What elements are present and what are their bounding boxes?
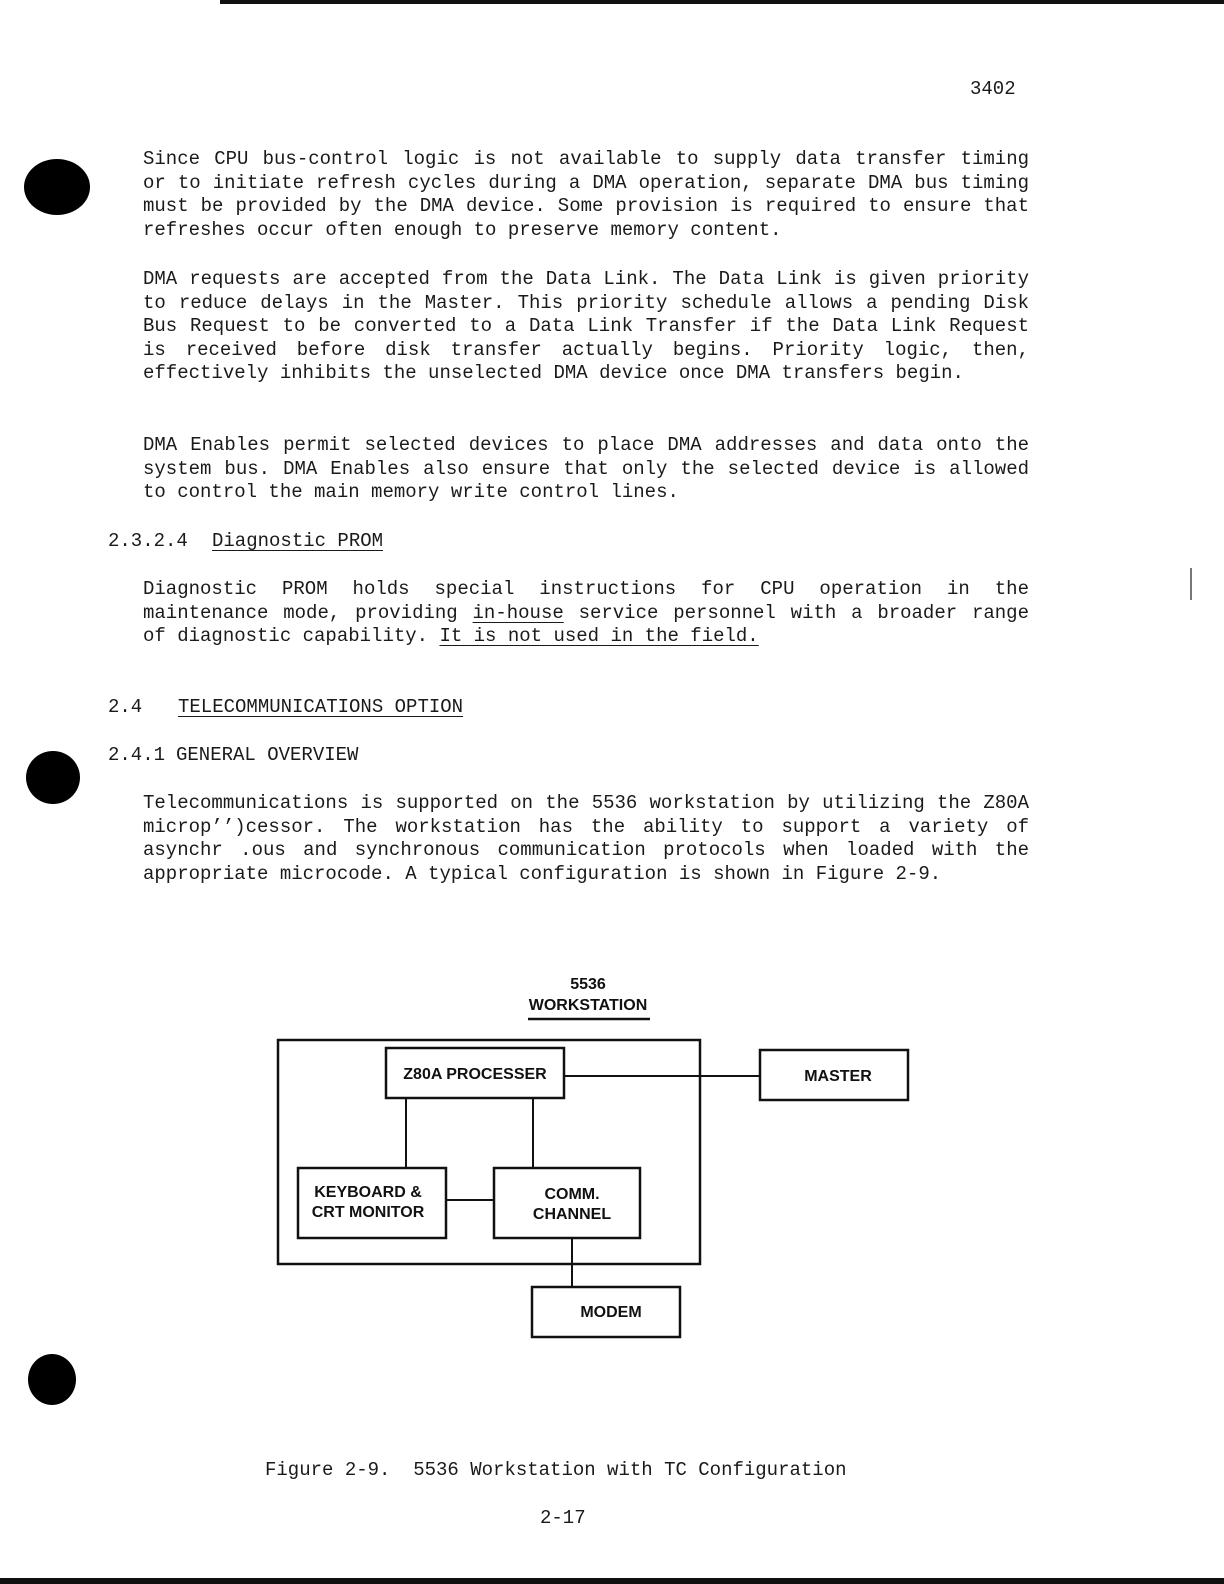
- figure-caption: Figure 2-9. 5536 Workstation with TC Configuration: [265, 1459, 847, 1481]
- box-comm-label-1: COMM.: [544, 1186, 600, 1203]
- figure-2-9-diagram: [270, 970, 930, 1350]
- section-title: GENERAL OVERVIEW: [176, 744, 359, 766]
- box-comm-label-2: CHANNEL: [532, 1206, 612, 1223]
- figure-title-line2: WORKSTATION: [528, 997, 648, 1014]
- section-number: 2.3.2.4: [108, 530, 188, 552]
- diag-underlined-in-house: in-house: [472, 601, 564, 624]
- paragraph-dma-timing: Since CPU bus-control logic is not available to supply data transfer timing or to initiate refresh cycles during a DMA operation, separate DMA bus timing must be provided by the DMA device. Some provision is required to ensure that refreshes occur often enough to preserve memory content.: [143, 148, 1029, 241]
- heading-2324: [108, 530, 383, 552]
- box-modem-label: MODEM: [580, 1304, 642, 1321]
- diag-text-2: service personnel with a broader range of diagnostic capability.: [143, 601, 1029, 648]
- heading-241: [108, 744, 358, 766]
- box-processor-label: Z80A PROCESSER: [403, 1066, 547, 1083]
- box-keyboard-label-1: KEYBOARD &: [314, 1184, 422, 1201]
- punch-hole-top: [24, 159, 90, 215]
- section-number: 2.4: [108, 696, 143, 718]
- heading-24: [108, 696, 463, 718]
- paragraph-dma-requests: DMA requests are accepted from the Data Link. The Data Link is given priority to reduce delays in the Master. This priority schedule allows a pending Disk Bus Request to be converted to a Data Link Transfer if the Data Link Request is received before disk transfer actually begins. Priority logic, then, effectively inhibits the unselected DMA device once DMA transfers begin.: [143, 268, 1029, 385]
- page-number: 3402: [970, 78, 1016, 100]
- box-keyboard-label-2: CRT MONITOR: [311, 1204, 425, 1221]
- punch-hole-bottom: [28, 1354, 76, 1405]
- diag-text-1: Diagnostic PROM holds special instructions for CPU operation in the maintenance mode, providing: [143, 578, 1029, 624]
- section-number: 2.4.1: [108, 744, 166, 766]
- section-title: TELECOMMUNICATIONS OPTION: [178, 696, 464, 718]
- footer-page-number: 2-17: [540, 1507, 586, 1529]
- punch-hole-middle: [26, 751, 80, 804]
- paragraph-general-overview: Telecommunications is supported on the 5536 workstation by utilizing the Z80A microp’’)cessor. The workstation has the ability to support a variety of asynchr .ous and synchronous communication protocols when loaded with the appropriate microcode. A typical configuration is shown in Figure 2-9.: [143, 792, 1029, 885]
- paragraph-dma-enables: DMA Enables permit selected devices to place DMA addresses and data onto the system bus. DMA Enables also ensure that only the selected device is allowed to control the main memory write control lines.: [143, 434, 1029, 504]
- figure-title-line1: 5536: [570, 976, 606, 993]
- section-title: Diagnostic PROM: [212, 530, 384, 552]
- scan-edge-bottom: [0, 1578, 1224, 1584]
- box-keyboard-crt: [298, 1168, 446, 1238]
- box-comm-channel: [494, 1168, 640, 1238]
- diag-underlined-field: It is not used in the field.: [439, 625, 759, 648]
- paragraph-diagnostic-prom: [143, 578, 1029, 649]
- scan-edge-top: [220, 0, 1224, 4]
- scan-edge-right: [1190, 568, 1192, 600]
- box-master-label: MASTER: [804, 1068, 872, 1085]
